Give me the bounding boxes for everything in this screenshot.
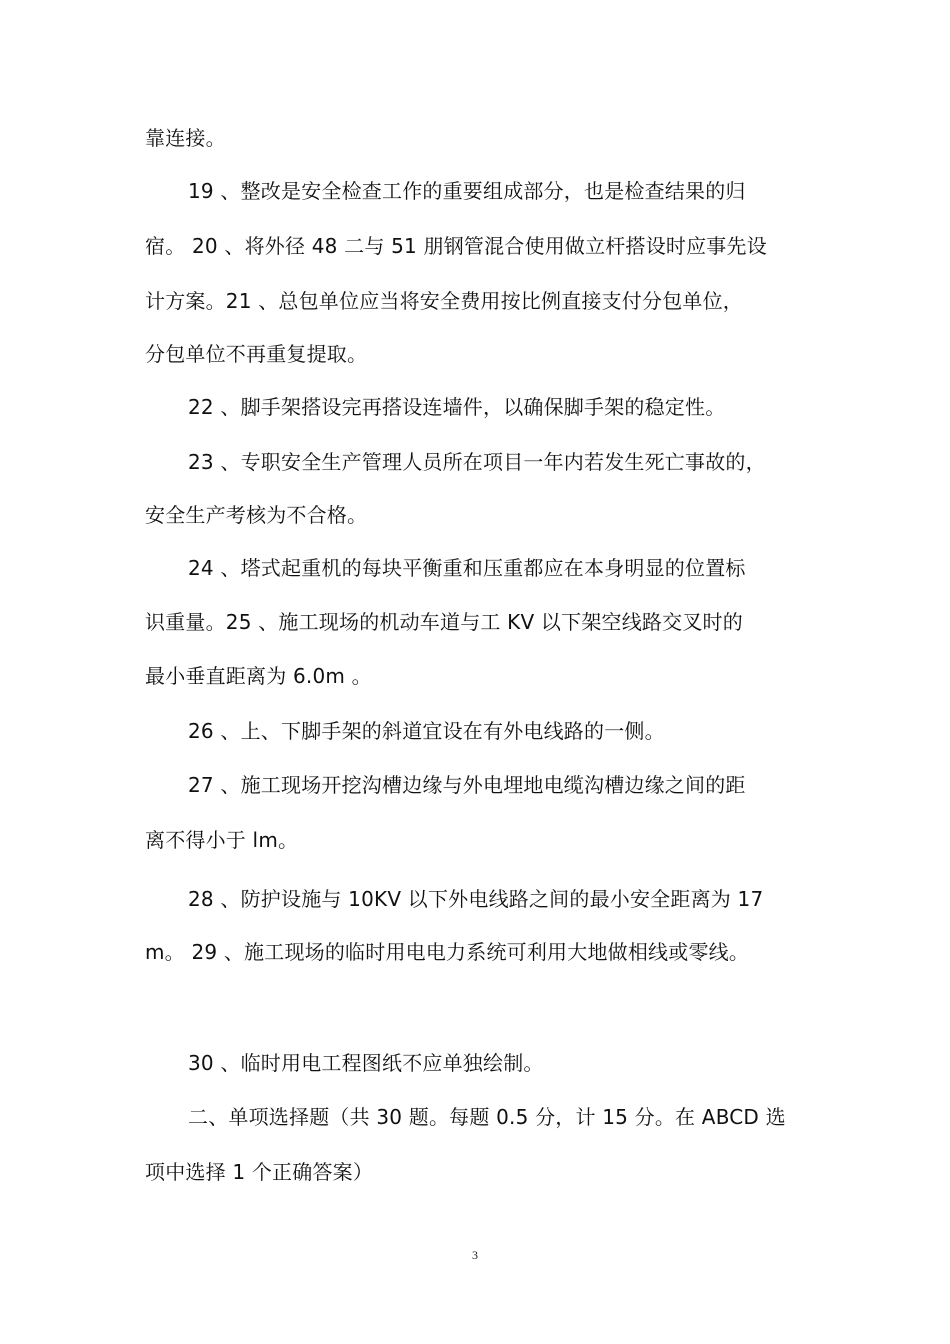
- text-line: 计方案。21 、总包单位应当将安全费用按比例直接支付分包单位，: [145, 289, 744, 313]
- page-number: 3: [472, 1248, 478, 1262]
- text-line: 项中选择 1 个正确答案）: [145, 1160, 374, 1184]
- text-line: 宿。 20 、将外径 48 二与 51 朋钢管混合使用做立杆搭设时应事先设: [145, 234, 767, 258]
- text-line: 识重量。25 、施工现场的机动车道与工 KV 以下架空线路交叉时的: [145, 610, 743, 634]
- text-line: 23 、专职安全生产管理人员所在项目一年内若发生死亡事故的，: [188, 450, 766, 474]
- text-line: 靠连接。: [145, 126, 226, 150]
- text-line: 离不得小于 lm。: [145, 828, 299, 852]
- text-line: 22 、脚手架搭设完再搭设连墙件，以确保脚手架的稳定性。: [188, 395, 726, 419]
- text-line: 30 、临时用电工程图纸不应单独绘制。: [188, 1051, 544, 1075]
- text-line: 二、单项选择题（共 30 题。每题 0.5 分，计 15 分。在 ABCD 选: [188, 1105, 786, 1129]
- text-line: m。 29 、施工现场的临时用电电力系统可利用大地做相线或零线。: [145, 940, 750, 964]
- text-line: 最小垂直距离为 6.0m 。: [145, 664, 372, 688]
- text-line: 分包单位不再重复提取。: [145, 342, 368, 366]
- text-line: 26 、上、下脚手架的斜道宜设在有外电线路的一侧。: [188, 719, 665, 743]
- text-line: 28 、防护设施与 10KV 以下外电线路之间的最小安全距离为 17: [188, 887, 764, 911]
- text-line: 27 、施工现场开挖沟槽边缘与外电埋地电缆沟槽边缘之间的距: [188, 773, 746, 797]
- text-line: 19 、整改是安全检查工作的重要组成部分，也是检查结果的归: [188, 179, 746, 203]
- text-line: 安全生产考核为不合格。: [145, 503, 368, 527]
- text-line: 24 、塔式起重机的每块平衡重和压重都应在本身明显的位置标: [188, 556, 746, 580]
